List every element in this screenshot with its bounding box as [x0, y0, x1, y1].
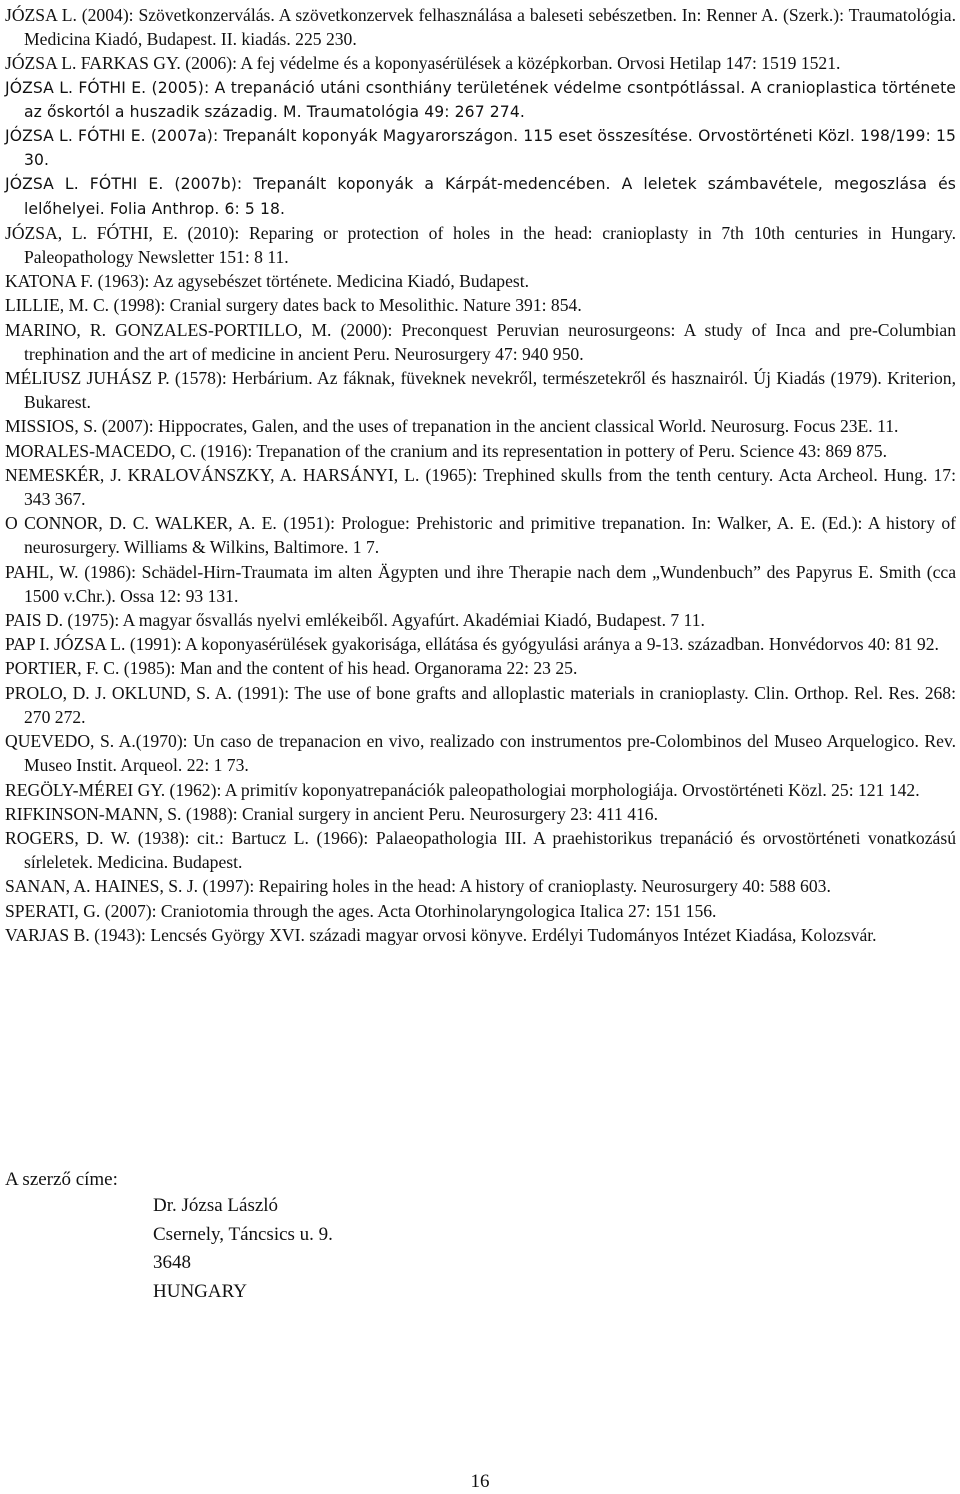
reference-entry: JÓZSA, L. FÓTHI, E. (2010): Reparing or protection of holes in the head: cranioplasty in 7th 10th centuries in Hungary. Paleopathology Newsletter 151: 8 11.: [5, 222, 956, 268]
reference-entry: MARINO, R. GONZALES-PORTILLO, M. (2000): Preconquest Peruvian neurosurgeons: A study of Inca and pre-Columbian trephination and the art of medicine in ancient Peru. Neurosurgery 47: 940 950.: [5, 319, 956, 364]
reference-entry: PROLO, D. J. OKLUND, S. A. (1991): The use of bone grafts and alloplastic materials in cranioplasty. Clin. Orthop. Rel. Res. 268: 270 272.: [5, 682, 956, 727]
reference-entry: JÓZSA L. FÓTHI E. (2007a): Trepanált koponyák Magyarországon. 115 eset összesítése. Orvostörténeti Közl. 198/199: 15 30.: [5, 127, 956, 170]
page-number: 16: [470, 1471, 490, 1492]
reference-entry: PAP I. JÓZSA L. (1991): A koponyasérülések gyakorisága, ellátása és gyógyulási aránya a 9-13. században. Honvédorvos 40: 81 92.: [5, 634, 939, 655]
reference-entry: MÉLIUSZ JUHÁSZ P. (1578): Herbárium. Az fáknak, füveknek nevekről, természetekről és hasznairól. Új Kiadás (1979). Kriterion, Bukarest.: [5, 368, 956, 413]
address-line: HUNGARY: [153, 1280, 247, 1302]
author-address-label: A szerző címe:: [5, 1169, 118, 1190]
reference-entry: O CONNOR, D. C. WALKER, A. E. (1951): Prologue: Prehistoric and primitive trepanation. In: Walker, A. E. (Ed.): A history of neurosurgery. Williams & Wilkins, Baltimore. 1 7.: [5, 513, 956, 558]
address-line: 3648: [153, 1252, 191, 1273]
reference-entry: ROGERS, D. W. (1938): cit.: Bartucz L. (1966): Palaeopathologia III. A praehistorikus trepanáció és orvostörténeti vonatkozású sírleletek. Medicina. Budapest.: [5, 827, 956, 873]
reference-entry: JÓZSA L. FARKAS GY. (2006): A fej védelme és a koponyasérülések a középkorban. Orvosi Hetilap 147: 1519 1521.: [5, 53, 841, 74]
author-address: [153, 1192, 333, 1306]
reference-entry: PAIS D. (1975): A magyar ősvallás nyelvi emlékeiből. Agyafúrt. Akadémiai Kiadó, Budapest. 7 11.: [5, 610, 705, 631]
reference-entry: JÓZSA L. FÓTHI E. (2005): A trepanáció utáni csonthiány területének védelme csontpótlással. A cranioplastica története az őskortól a huszadik századig. M. Traumatológia 49: 267 274.: [5, 78, 956, 121]
reference-entry: MORALES-MACEDO, C. (1916): Trepanation of the cranium and its representation in pottery of Peru. Science 43: 869 875.: [5, 440, 887, 461]
reference-entry: RIFKINSON-MANN, S. (1988): Cranial surgery in ancient Peru. Neurosurgery 23: 411 416.: [5, 803, 659, 824]
reference-entry: VARJAS B. (1943): Lencsés György XVI. századi magyar orvosi könyve. Erdélyi Tudományos Intézet Kiadása, Kolozsvár.: [5, 924, 877, 945]
reference-entry: PAHL, W. (1986): Schädel-Hirn-Traumata im alten Ägypten und ihre Therapie nach dem „Wundenbuch” des Papyrus E. Smith (cca 1500 v.Chr.). Ossa 12: 93 131.: [5, 561, 956, 606]
reference-entry: PORTIER, F. C. (1985): Man and the content of his head. Organorama 22: 23 25.: [5, 658, 578, 679]
reference-entry: LILLIE, M. C. (1998): Cranial surgery dates back to Mesolithic. Nature 391: 854.: [5, 295, 582, 316]
reference-entry: JÓZSA L. (2004): Szövetkonzerválás. A szövetkonzervek felhasználása a baleseti sebészetben. In: Renner A. (Szerk.): Traumatológia. Medicina Kiadó, Budapest. II. kiadás. 225 230.: [5, 5, 956, 50]
reference-entry: MISSIOS, S. (2007): Hippocrates, Galen, and the uses of trepanation in the ancient classical World. Neurosurg. Focus 23E. 11.: [5, 416, 899, 437]
reference-entry: JÓZSA L. FÓTHI E. (2007b): Trepanált koponyák a Kárpát-medencében. A leletek számbavétele, megoszlása és lelőhelyei. Folia Anthrop. 6: 5 18.: [5, 175, 956, 218]
reference-list: [5, 3, 956, 947]
reference-entry: SANAN, A. HAINES, S. J. (1997): Repairing holes in the head: A history of cranioplasty. Neurosurgery 40: 588 603.: [5, 876, 831, 897]
address-line: Csernely, Táncsics u. 9.: [153, 1223, 333, 1245]
reference-entry: SPERATI, G. (2007): Craniotomia through the ages. Acta Otorhinolaryngologica Italica 27: 151 156.: [5, 900, 717, 921]
reference-entry: QUEVEDO, S. A.(1970): Un caso de trepanacion en vivo, realizado con instrumentos pre-Colombinos del Museo Arquelogico. Rev. Museo Instit. Arqueol. 22: 1 73.: [5, 731, 956, 776]
reference-entry: KATONA F. (1963): Az agysebészet története. Medicina Kiadó, Budapest.: [5, 271, 530, 292]
address-line: Dr. Józsa László: [153, 1195, 279, 1216]
reference-entry: NEMESKÉR, J. KRALOVÁNSZKY, A. HARSÁNYI, L. (1965): Trephined skulls from the tenth century. Acta Archeol. Hung. 17: 343 367.: [5, 464, 956, 510]
reference-entry: REGÖLY-MÉREI GY. (1962): A primitív koponyatrepanációk paleopathologiai morphologiája. Orvostörténeti Közl. 25: 121 142.: [5, 779, 920, 800]
